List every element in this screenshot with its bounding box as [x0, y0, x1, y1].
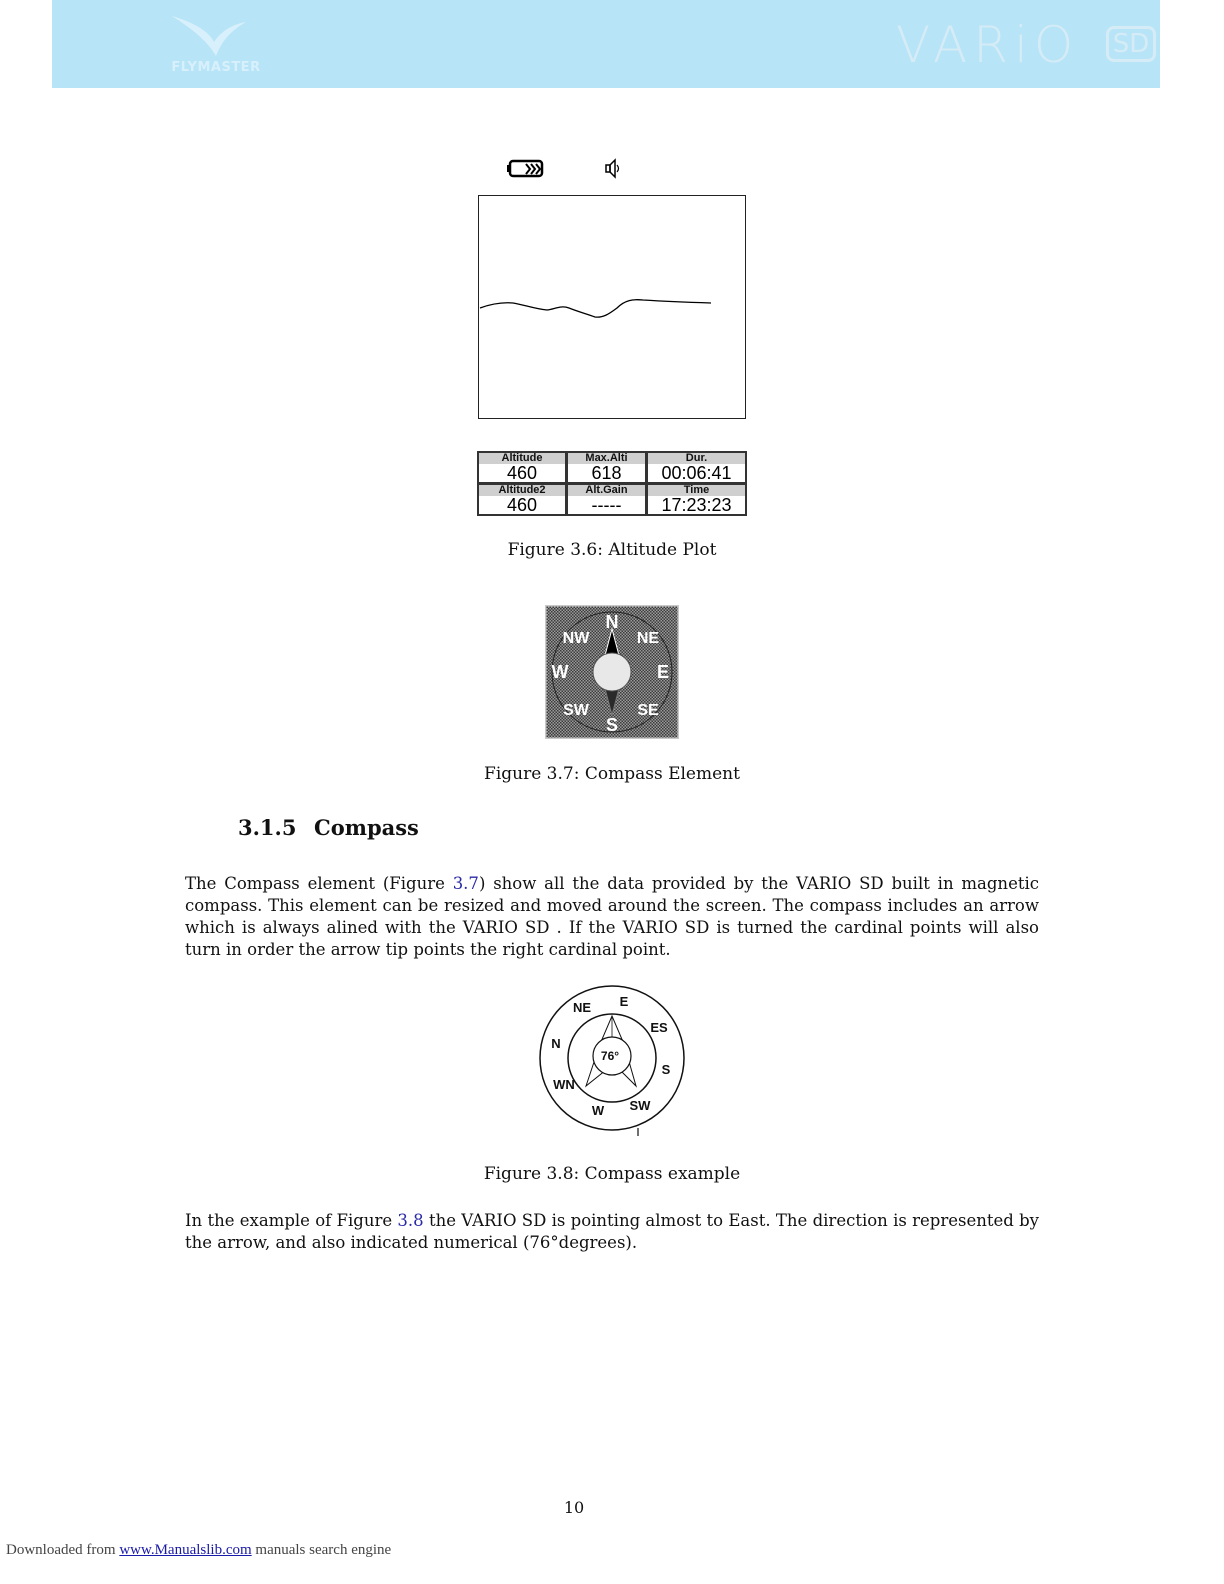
cell-value: 618 — [591, 463, 622, 483]
compass-ex-label-es: ES — [650, 1020, 668, 1035]
altitude-trace — [479, 196, 745, 418]
compass-ex-label-s: S — [661, 1062, 671, 1077]
manualslib-link[interactable]: www.Manualslib.com — [119, 1542, 252, 1558]
compass-label-ne: NE — [636, 630, 660, 647]
cell-value: 00:06:41 — [661, 463, 732, 483]
compass-label-sw: SW — [563, 702, 589, 719]
para2-text-start: In the example of Figure — [185, 1211, 398, 1230]
cell-value: 17:23:23 — [661, 495, 732, 515]
compass-label-w: W — [551, 662, 569, 682]
section-title: Compass — [314, 815, 419, 840]
compass-ex-label-sw: SW — [629, 1098, 651, 1113]
cell-value: 460 — [506, 463, 538, 483]
figure-3-6-caption: Figure 3.6: Altitude Plot — [507, 540, 717, 560]
paragraph-compass-description — [185, 873, 1039, 961]
page-number: 10 — [563, 1498, 585, 1517]
para1-text-end: ) show all the data provided by the VARIO SD built in magnetic compass. This element can be resized and moved around the screen. The compass includes an arrow which is always alined with the VARIO SD . If the VARIO SD is turned the cardinal points will also turn in order the arrow tip points the right cardinal point. — [185, 874, 1039, 959]
cell-label: Altitude — [479, 453, 565, 464]
cell-label: Dur. — [648, 453, 745, 464]
cell-time — [646, 483, 747, 516]
paragraph-compass-example — [185, 1210, 1039, 1254]
cell-altitude — [477, 451, 567, 484]
status-icons — [506, 156, 636, 184]
flight-data-grid — [477, 451, 747, 516]
compass-hub — [593, 653, 631, 691]
compass-label-se: SE — [637, 702, 659, 719]
compass-label-nw: NW — [562, 630, 590, 647]
compass-ex-label-ne: NE — [572, 1000, 592, 1015]
compass-ex-label-e: E — [619, 994, 629, 1009]
cell-altitude2 — [477, 483, 567, 516]
compass-label-e: E — [656, 662, 670, 682]
footer — [6, 1542, 391, 1559]
bird-logo-icon — [168, 12, 248, 58]
compass-label-n: N — [605, 612, 619, 632]
cell-label: Time — [648, 485, 745, 496]
cell-duration — [646, 451, 747, 484]
cell-value: ----- — [591, 495, 622, 515]
para1-text-start: The Compass element (Figure — [185, 874, 453, 893]
brand-name: FLYMASTER — [171, 60, 261, 75]
compass-element — [545, 605, 679, 739]
compass-ex-label-wn: WN — [553, 1077, 575, 1092]
altitude-plot — [478, 195, 746, 419]
product-name: VARiO — [896, 16, 1080, 74]
compass-ex-label-w: W — [591, 1103, 605, 1118]
compass-ex-label-n: N — [551, 1036, 561, 1051]
cell-max-alti — [566, 451, 647, 484]
cell-label: Max.Alti — [568, 453, 645, 464]
battery-icon — [507, 161, 542, 176]
figure-3-7-caption: Figure 3.7: Compass Element — [484, 764, 740, 784]
product-suffix: SD — [1106, 26, 1156, 62]
flymaster-logo — [152, 12, 272, 78]
compass-label-s: S — [605, 715, 619, 735]
footer-prefix: Downloaded from — [6, 1542, 120, 1558]
heading-value: 76° — [600, 1049, 620, 1063]
para2-text-end: the VARIO SD is pointing almost to East. The direction is represented by the arrow, and also indicated numerical (76°degrees). — [185, 1211, 1039, 1252]
figure-3-8-link[interactable]: 3.8 — [397, 1211, 424, 1230]
header-banner — [52, 0, 1160, 88]
section-number: 3.1.5 — [238, 815, 297, 840]
figure-3-7-link[interactable]: 3.7 — [452, 874, 479, 893]
cell-alt-gain — [566, 483, 647, 516]
section-heading — [238, 815, 419, 840]
compass-example — [536, 982, 688, 1142]
cell-value: 460 — [506, 495, 538, 515]
cell-label: Alt.Gain — [568, 485, 645, 496]
figure-3-8-caption: Figure 3.8: Compass example — [483, 1164, 741, 1184]
speaker-icon — [606, 160, 619, 177]
cell-label: Altitude2 — [479, 485, 565, 496]
footer-suffix: manuals search engine — [251, 1542, 392, 1558]
